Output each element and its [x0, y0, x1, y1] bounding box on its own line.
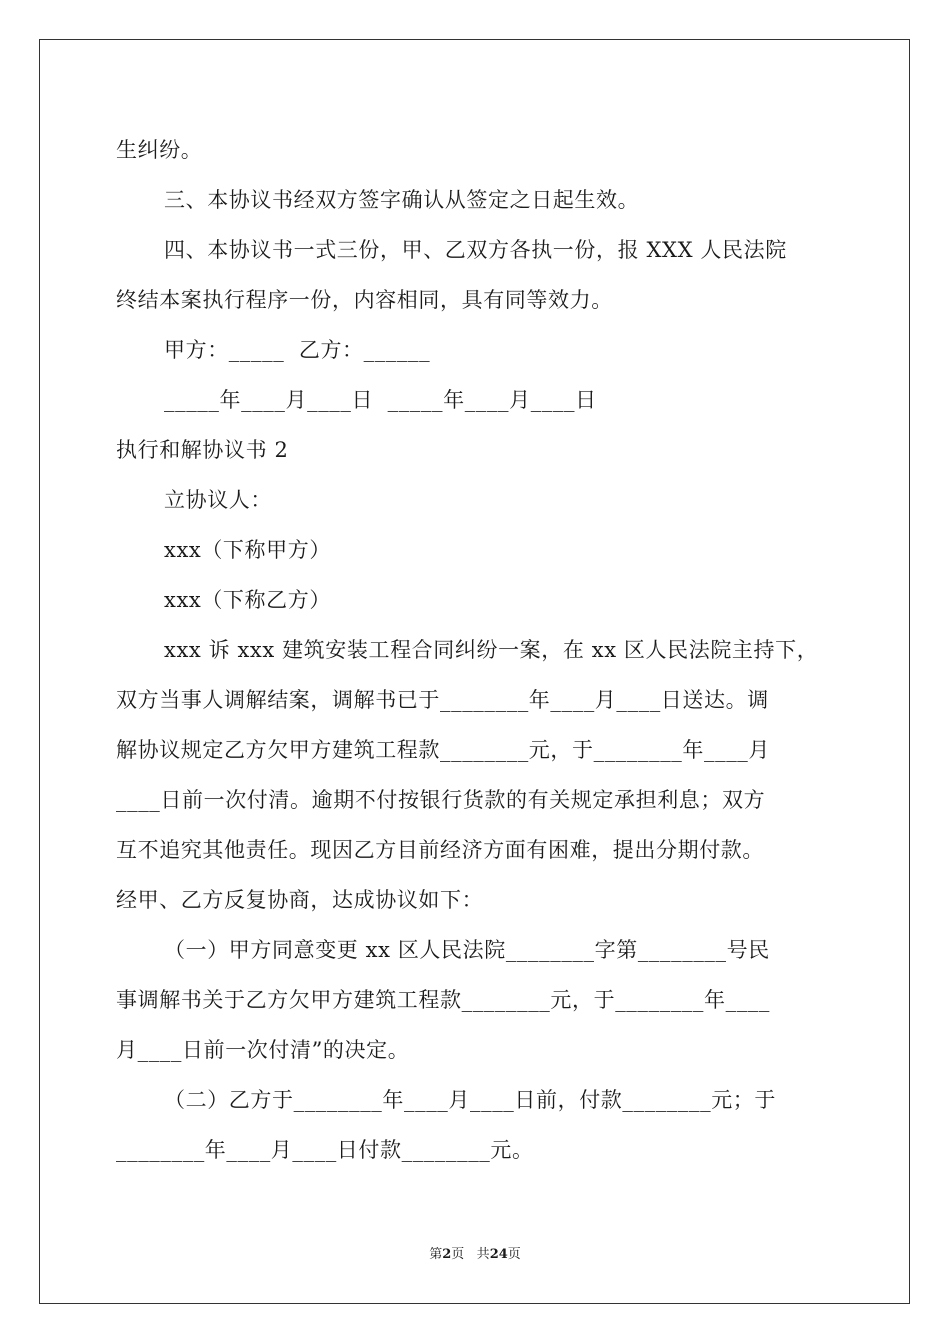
paragraph-line: 事调解书关于乙方欠甲方建筑工程款________元，于________年____	[116, 988, 770, 1012]
paragraph-line: 终结本案执行程序一份，内容相同，具有同等效力。	[116, 288, 613, 312]
paragraph-line: 互不追究其他责任。现因乙方目前经济方面有困难，提出分期付款。	[116, 838, 764, 862]
paragraph-line: ________年____月____日付款________元。	[116, 1138, 534, 1162]
page-unit: 页	[451, 1247, 465, 1262]
party-line: xxx（下称甲方）	[164, 538, 331, 562]
paragraph-line: 双方当事人调解结案，调解书已于________年____月____日送达。调	[116, 688, 769, 712]
paragraph-line: 立协议人：	[164, 488, 272, 512]
total-prefix: 共	[476, 1247, 490, 1262]
paragraph-line: （一）甲方同意变更 xx 区人民法院________字第________号民	[164, 938, 770, 962]
paragraph-line: ____日前一次付清。逾期不付按银行货款的有关规定承担利息；双方	[116, 788, 766, 812]
date-line: _____年____月____日 _____年____月____日	[164, 388, 597, 412]
signature-line: 甲方：_____ 乙方：______	[164, 338, 431, 362]
page-current: 2	[442, 1247, 452, 1262]
total-unit: 页	[507, 1247, 521, 1262]
paragraph-line: 生纠纷。	[116, 138, 203, 162]
party-line: xxx（下称乙方）	[164, 588, 331, 612]
paragraph-line: 解协议规定乙方欠甲方建筑工程款________元，于________年____月	[116, 738, 770, 762]
page-prefix: 第	[429, 1247, 443, 1262]
section-title: 执行和解协议书 2	[116, 438, 289, 462]
paragraph-line: xxx 诉 xxx 建筑安装工程合同纠纷一案，在 xx 区人民法院主持下，	[164, 638, 819, 662]
paragraph-line: （二）乙方于________年____月____日前，付款________元；于	[164, 1088, 776, 1112]
paragraph-line: 月____日前一次付清”的决定。	[116, 1038, 410, 1062]
page-border	[39, 39, 910, 1304]
page-total: 24	[489, 1247, 508, 1262]
page-footer	[0, 1247, 950, 1263]
paragraph-line: 三、本协议书经双方签字确认从签定之日起生效。	[164, 188, 640, 212]
paragraph-line: 经甲、乙方反复协商，达成协议如下：	[116, 888, 484, 912]
paragraph-line: 四、本协议书一式三份，甲、乙双方各执一份，报 XXX 人民法院	[164, 238, 787, 262]
